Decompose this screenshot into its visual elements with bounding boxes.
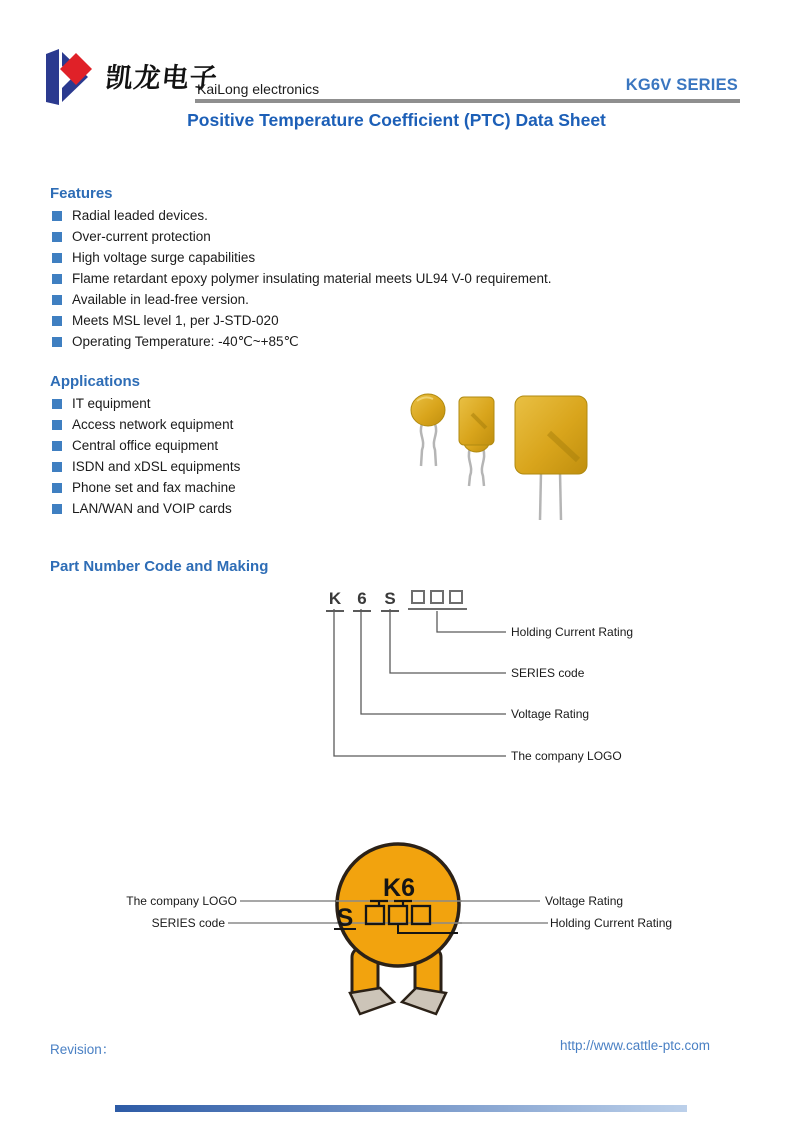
feature-item xyxy=(50,292,690,308)
application-item xyxy=(50,459,410,475)
features-heading: Features xyxy=(50,185,113,202)
bullet-square-icon xyxy=(52,441,62,451)
bullet-square-icon xyxy=(52,504,62,514)
part-number-connector-lines xyxy=(0,585,793,795)
header-divider xyxy=(195,99,740,103)
application-item-text: IT equipment xyxy=(72,396,151,411)
feature-item-text: Meets MSL level 1, per J-STD-020 xyxy=(72,313,279,328)
bullet-square-icon xyxy=(52,337,62,347)
revision-label: Revision： xyxy=(50,1042,116,1057)
feature-item xyxy=(50,334,690,350)
applications-section xyxy=(50,373,410,522)
feature-item-text: Radial leaded devices. xyxy=(72,208,208,223)
ptc-device-large-photo xyxy=(515,396,587,520)
bullet-square-icon xyxy=(52,274,62,284)
feature-item-text: High voltage surge capabilities xyxy=(72,250,256,265)
kailong-logo-icon xyxy=(45,48,107,106)
bullet-square-icon xyxy=(52,399,62,409)
feature-item xyxy=(50,250,690,266)
application-item xyxy=(50,396,410,412)
bottom-gradient-bar xyxy=(115,1105,687,1112)
application-item xyxy=(50,501,410,517)
website-link[interactable]: http://www.cattle-ptc.com xyxy=(559,1038,710,1053)
feature-item xyxy=(50,208,690,224)
applications-heading: Applications xyxy=(50,373,141,390)
feature-item-text: Over-current protection xyxy=(72,229,211,244)
bullet-square-icon xyxy=(52,232,62,242)
application-item xyxy=(50,480,410,496)
label-company-logo: The company LOGO xyxy=(511,749,622,763)
label-voltage-rating: Voltage Rating xyxy=(511,707,590,721)
mark-label-voltage-rating: Voltage Rating xyxy=(545,894,624,908)
mark-label-company-logo: The company LOGO xyxy=(126,894,237,908)
label-holding-current-rating: Holding Current Rating xyxy=(511,625,634,639)
application-item-text: LAN/WAN and VOIP cards xyxy=(72,501,232,516)
code-char-s: S xyxy=(381,589,399,612)
marking-text-k6: K6 xyxy=(383,874,415,902)
feature-item xyxy=(50,229,690,245)
application-item-text: ISDN and xDSL equipments xyxy=(72,459,241,474)
application-item-text: Access network equipment xyxy=(72,417,234,432)
label-series-code: SERIES code xyxy=(511,666,585,680)
ptc-device-medium-photo xyxy=(459,397,494,486)
bullet-square-icon xyxy=(52,295,62,305)
applications-list xyxy=(50,396,410,517)
ptc-product-photos xyxy=(402,388,602,528)
code-char-6: 6 xyxy=(353,589,371,612)
bullet-square-icon xyxy=(52,253,62,263)
mark-label-series-code: SERIES code xyxy=(151,916,225,930)
bullet-square-icon xyxy=(52,316,62,326)
marking-text-s: S xyxy=(336,904,354,932)
application-item xyxy=(50,417,410,433)
part-number-diagram xyxy=(0,585,793,795)
marking-diagram xyxy=(0,830,793,1025)
bullet-square-icon xyxy=(52,483,62,493)
bullet-square-icon xyxy=(52,211,62,221)
brand-name-english: KaiLong electronics xyxy=(197,81,320,97)
feature-item xyxy=(50,271,690,287)
features-list xyxy=(50,208,690,350)
feature-item-text: Operating Temperature: -40℃~+85℃ xyxy=(72,334,299,349)
page-title: Positive Temperature Coefficient (PTC) Data Sheet xyxy=(187,110,606,130)
application-item-text: Phone set and fax machine xyxy=(72,480,236,495)
ptc-device-small-photo xyxy=(411,394,445,466)
mark-label-holding-current: Holding Current Rating xyxy=(550,916,673,930)
code-char-k: K xyxy=(326,589,344,612)
bullet-square-icon xyxy=(52,420,62,430)
features-section xyxy=(50,185,690,355)
part-number-heading: Part Number Code and Making xyxy=(50,558,269,575)
feature-item-text: Available in lead-free version. xyxy=(72,292,249,307)
feature-item xyxy=(50,313,690,329)
feature-item-text: Flame retardant epoxy polymer insulating material meets UL94 V-0 requirement. xyxy=(72,271,552,286)
application-item-text: Central office equipment xyxy=(72,438,219,453)
brand-name-chinese: 凯龙电子 xyxy=(104,63,220,94)
application-item xyxy=(50,438,410,454)
series-label: KG6V SERIES xyxy=(625,76,738,94)
bullet-square-icon xyxy=(52,462,62,472)
